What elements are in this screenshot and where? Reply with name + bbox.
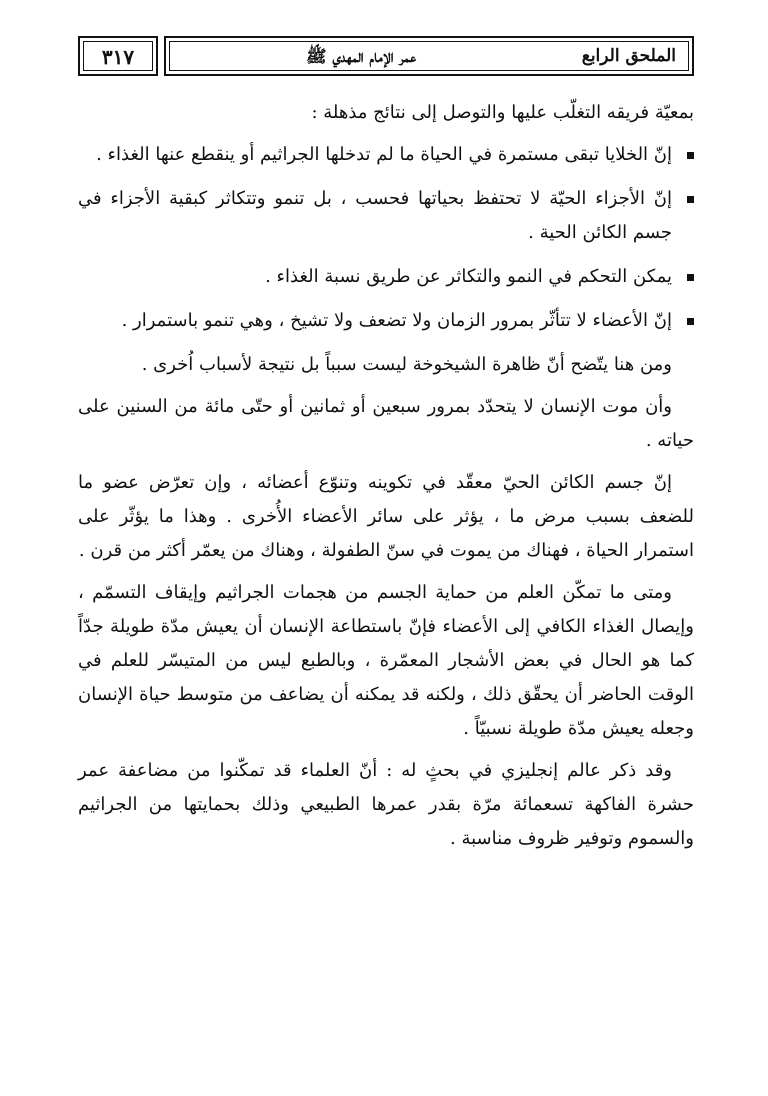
intro-paragraph: بمعيّة فريقه التغلّب عليها والتوصل إلى نتائج مذهلة : — [311, 102, 694, 123]
page-number: ٣١٧ — [101, 45, 135, 69]
square-bullet-icon — [687, 152, 694, 159]
body-paragraph: ومتى ما تمكّن العلم من حماية الجسم من هجمات الجراثيم وإيقاف التسمّم ، وإيصال الغذاء الكافي إلى الأعضاء فإنّ باستطاعة الإنسان أن يعيش مدّة طويلة جدّاً كما هو الحال في بعض الأشجار المعمّرة ، وبالطبع ليس من المتيسّر للعلم في الوقت الحاضر أن يحقّق ذلك ، ولكنه قد يمكنه أن يضاعف من متوسط حياة الإنسان وجعله يعيش مدّة طويلة نسبيّاً . — [78, 582, 694, 739]
bullet-text: إنّ الأجزاء الحيّة لا تحتفظ بحياتها فحسب ، بل تنمو وتتكاثر كبقية الأجزاء في جسم الكائن الحية . — [78, 188, 672, 243]
page-header — [78, 36, 694, 82]
bullet-text: إنّ الخلايا تبقى مستمرة في الحياة ما لم تدخلها الجراثيم أو ينقطع عنها الغذاء . — [96, 144, 672, 165]
body-paragraph: ومن هنا يتّضح أنّ ظاهرة الشيخوخة ليست سبباً بل نتيجة لأسباب اُخرى . — [141, 354, 672, 375]
bullet-item — [78, 260, 694, 294]
page-body — [78, 96, 694, 864]
page-number-box — [78, 36, 158, 76]
bullet-text: إنّ الأعضاء لا تتأثّر بمرور الزمان ولا تضعف ولا تشيخ ، وهي تنمو باستمرار . — [121, 310, 672, 331]
bullet-item — [78, 182, 694, 250]
body-paragraph: وقد ذكر عالم إنجليزي في بحثٍ له : أنّ العلماء قد تمكّنوا من مضاعفة عمر حشرة الفاكهة تسعمائة مرّة بقدر عمرها الطبيعي وذلك بحمايتها من الجراثيم والسموم وتوفير ظروف مناسبة . — [78, 760, 694, 849]
square-bullet-icon — [687, 274, 694, 281]
running-header-box — [164, 36, 694, 76]
chapter-title: الملحق الرابع — [581, 46, 676, 66]
bullet-item — [78, 304, 694, 338]
body-paragraph: وأن موت الإنسان لا يتحدّد بمرور سبعين أو ثمانين أو حتّى مائة من السنين على حياته . — [78, 396, 694, 451]
bullet-item — [78, 138, 694, 172]
book-title: عمر الإمام المهدي ﷺ — [306, 47, 417, 67]
body-paragraph: إنّ جسم الكائن الحيّ معقّد في تكوينه وتنوّع أعضائه ، وإن تعرّض عضو ما للضعف بسبب مرض ما ، يؤثر على سائر الأعضاء الأُخرى . وهذا ما يؤثّر على استمرار الحياة ، فهناك من يموت في سنّ الطفولة ، وهناك من يعمّر أكثر من قرن . — [78, 472, 694, 561]
bullet-text: يمكن التحكم في النمو والتكاثر عن طريق نسبة الغذاء . — [265, 266, 672, 287]
square-bullet-icon — [687, 196, 694, 203]
square-bullet-icon — [687, 318, 694, 325]
